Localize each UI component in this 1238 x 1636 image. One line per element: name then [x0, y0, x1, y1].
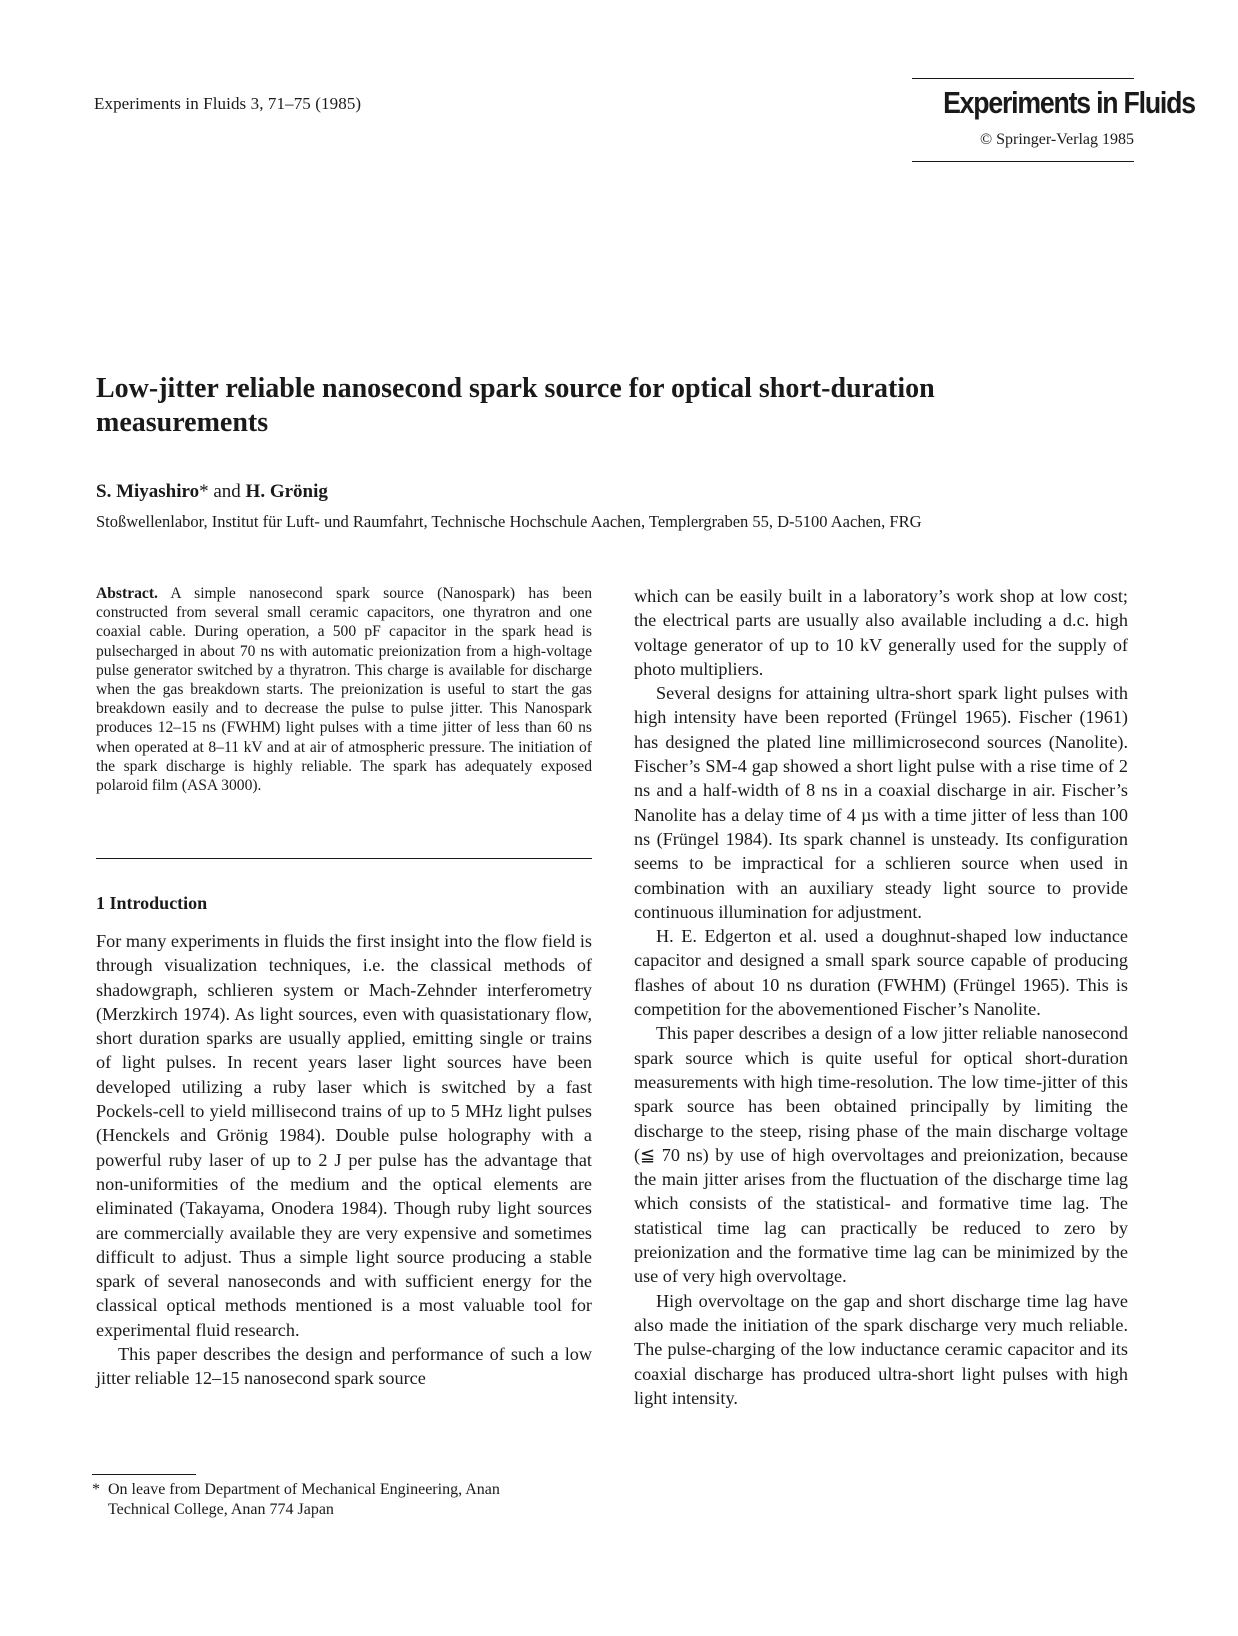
author-conjunction: and [213, 481, 241, 502]
footnote-divider [92, 1474, 196, 1475]
left-column-body [96, 929, 592, 1391]
abstract-block [96, 584, 592, 795]
footnote-mark: * [92, 1481, 100, 1498]
journal-citation: Experiments in Fluids 3, 71–75 (1985) [94, 94, 362, 113]
intro-paragraph-4: Several designs for attaining ultra-short spark light pulses with high intensity have been reported (Früngel 1965). Fischer (1961) has designed the plated line millimicrosecond sources (Nanolite). Fischer’s SM-4 gap showed a short light pulse with a rise time of 2 ns and a half-width of 8 ns in a coaxial discharge in air. Fischer’s Nanolite has a delay time of 4 µs with a time jitter of less than 100 ns (Früngel 1984). Its spark channel is unsteady. Its configuration seems to be impractical for a schlieren source when used in combination with an auxiliary steady light source to provide continuous illumination for adjustment. [634, 683, 1128, 922]
abstract-label: Abstract. [96, 585, 158, 602]
author-line [96, 481, 328, 503]
footnote-line-1: On leave from Department of Mechanical Engineering, Anan [108, 1481, 500, 1498]
abstract-paragraph [96, 584, 592, 795]
intro-paragraph-2: This paper describes the design and performance of such a low jitter reliable 12–15 nanosecond spark source [96, 1344, 592, 1389]
affiliation: Stoßwellenlabor, Institut für Luft- und Raumfahrt, Technische Hochschule Aachen, Templergraben 55, D-5100 Aachen, FRG [96, 512, 922, 531]
intro-paragraph-5: H. E. Edgerton et al. used a doughnut-shaped low inductance capacitor and designed a small spark source capable of producing flashes of about 10 ns duration (FWHM) (Früngel 1965). This is competition for the abovementioned Fischer’s Nanolite. [634, 926, 1128, 1020]
abstract-divider [96, 858, 592, 859]
copyright-notice: © Springer-Verlag 1985 [979, 131, 1134, 148]
intro-paragraph-7: High overvoltage on the gap and short discharge time lag have also made the initiation of the spark discharge very much reliable. The pulse-charging of the low inductance ceramic capacitor and its coaxial discharge has produced ultra-short light pulses with high light intensity. [634, 1290, 1128, 1408]
journal-masthead [912, 78, 1195, 162]
author-2: H. Grönig [245, 481, 328, 502]
masthead-bottom-rule [912, 161, 1134, 162]
abstract-text: A simple nanosecond spark source (Nanospark) has been constructed from several small ceramic capacitors, one thyratron and one coaxial cable. During operation, a 500 pF capacitor in the spark head is pulsecharged in about 70 ns with automatic preionization from a high-voltage pulse generator switched by a thyratron. This charge is available for discharge when the gas breakdown starts. The preionization is useful to start the gas breakdown easily and to decrease the pulse to pulse jitter. This Nanospark produces 12–15 ns (FWHM) light pulses with a time jitter of less than 60 ns when operated at 8–11 kV and at air of atmospheric pressure. The initiation of the spark discharge is highly reliable. The spark has adequately exposed polaroid film (ASA 3000). [96, 585, 592, 795]
right-column-body [634, 584, 1128, 1410]
footnote-line-2: Technical College, Anan 774 Japan [108, 1501, 334, 1518]
intro-paragraph-6: This paper describes a design of a low jitter reliable nanosecond spark source which is quite useful for optical short-duration measurements with high time-resolution. The low time-jitter of this spark source has been obtained principally by limiting the discharge to the steep, rising phase of the main discharge voltage (≦ 70 ns) by use of high overvoltages and preionization, because the main jitter arises from the fluctuation of the discharge time lag which consists of the statistical- and formative time lag. The statistical time lag can practically be reduced to zero by preionization and the formative time lag can be minimized by the use of very high overvoltage. [634, 1023, 1128, 1287]
section-heading-introduction: 1 Introduction [96, 893, 208, 913]
author-1-footnote-mark: * [199, 481, 209, 502]
intro-paragraph-1: For many experiments in fluids the first insight into the flow field is through visualization techniques, i.e. the classical methods of shadowgraph, schlieren system or Mach-Zehnder interferometry (Merzkirch 1974). As light sources, even with quasistationary flow, short duration sparks are usually applied, emitting single or trains of light pulses. In recent years laser light sources have been developed utilizing a ruby laser which is switched by a fast Pockels-cell to yield millisecond trains of up to 5 MHz light pulses (Henckels and Grönig 1984). Double pulse holography with a powerful ruby laser of up to 2 J per pulse has the advantage that non-uniformities of the medium and the optical elements are eliminated (Takayama, Onodera 1984). Though ruby light sources are commercially available they are very expensive and sometimes difficult to adjust. Thus a simple light source producing a stable spark of several nanoseconds and with sufficient energy for the classical optical methods mentioned is a most valuable tool for experimental fluid research. [96, 931, 592, 1340]
masthead-top-rule [912, 78, 1134, 79]
article-title: Low-jitter reliable nanosecond spark source for optical short-duration measurements [96, 373, 935, 438]
journal-name: Experiments in Fluids [943, 85, 1195, 120]
intro-paragraph-3: which can be easily built in a laboratory’s work shop at low cost; the electrical parts are usually also available including a d.c. high voltage generator of up to 10 kV generally used for the supply of photo multipliers. [634, 586, 1128, 679]
footnote [92, 1480, 592, 1520]
author-1: S. Miyashiro [96, 481, 200, 502]
